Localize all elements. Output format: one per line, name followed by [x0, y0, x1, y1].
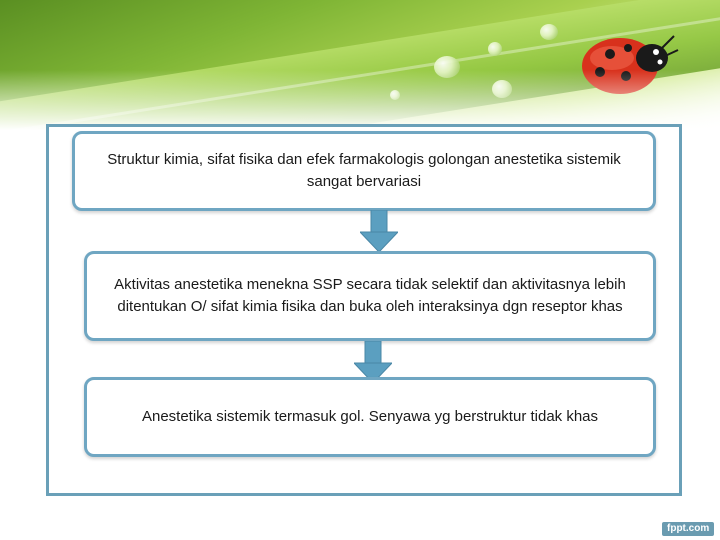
header-fade — [0, 70, 720, 130]
arrow-shaft — [371, 210, 387, 234]
step-box-3: Anestetika sistemik termasuk gol. Senyawa yg berstruktur tidak khas — [84, 377, 656, 457]
brand-badge: fppt.com — [662, 522, 714, 536]
step-box-2: Aktivitas anestetika menekna SSP secara tidak selektif dan aktivitasnya lebih ditentukan O/ sifat kimia fisika dan buka oleh interaksinya dgn reseptor khas — [84, 251, 656, 341]
water-drop — [540, 24, 558, 40]
arrow-shaft — [365, 341, 381, 365]
water-drop — [488, 42, 502, 56]
arrow-head — [360, 232, 398, 252]
header-photo — [0, 0, 720, 130]
down-arrow-icon — [360, 210, 398, 252]
step-box-1: Struktur kimia, sifat fisika dan efek farmakologis golongan anestetika sistemik sangat bervariasi — [72, 131, 656, 211]
